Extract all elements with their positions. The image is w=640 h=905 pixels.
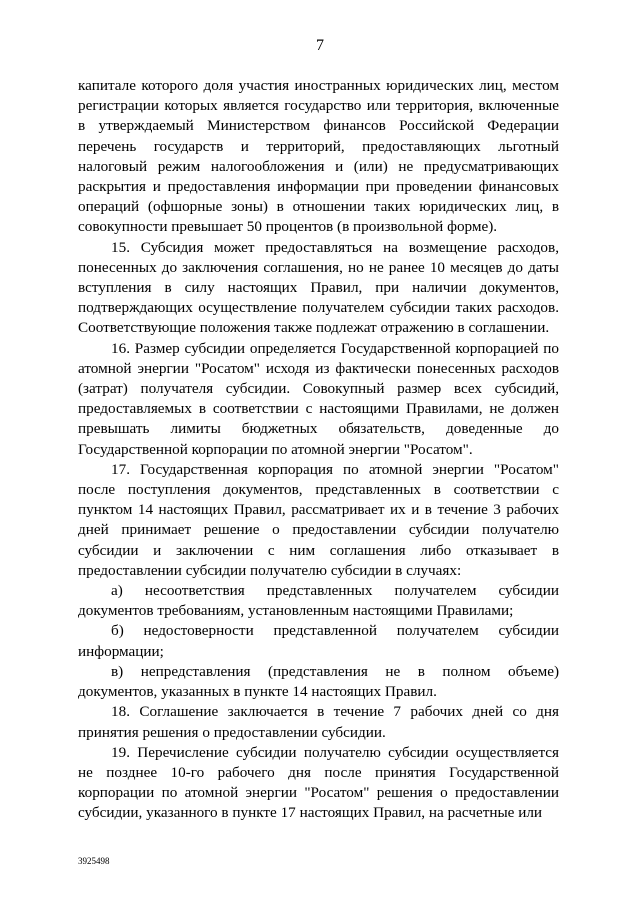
paragraph-15: 15. Субсидия может предоставляться на возмещение расходов, понесенных до заключения соглашения, но не ранее 10 месяцев до даты вступления в силу настоящих Правил, при наличии документов, подтверждающих осуществление получателем субсидии таких расходов. Соответствующие положения также подлежат отражению в соглашении. — [78, 238, 559, 337]
document-code: 3925498 — [78, 856, 110, 866]
paragraph-17-b: б) недостоверности представленной получателем субсидии информации; — [78, 622, 559, 660]
paragraph-continuation: капитале которого доля участия иностранных юридических лиц, местом регистрации которых является государство или территория, включенные в утверждаемый Министерством финансов Российской Федерации перечень государств и территорий, предоставляющих льготный налоговый режим налогообложения и (или) не предусматривающих раскрытия и предоставления информации при проведении финансовых операций (офшорные зоны) в отношении таких юридических лиц, в совокупности превышает 50 процентов (в произвольной форме). — [78, 77, 559, 236]
paragraph-19: 19. Перечисление субсидии получателю субсидии осуществляется не позднее 10-го рабочего дня после принятия Государственной корпорации по атомной энергии "Росатом" решения о предоставлении субсидии, указанного в пункте 17 настоящих Правил, на расчетные или — [78, 743, 559, 822]
paragraph-17: 17. Государственная корпорация по атомной энергии "Росатом" после поступления документов, представленных в соответствии с пунктом 14 настоящих Правил, рассматривает их и в течение 3 рабочих дней принимает решение о предоставлении субсидии получателю субсидии и заключении с ним соглашения либо отказывает в предоставлении субсидии получателю субсидии в случаях: — [78, 460, 559, 579]
document-body — [78, 76, 559, 824]
page-number: 7 — [316, 37, 324, 54]
paragraph-18: 18. Соглашение заключается в течение 7 рабочих дней со дня принятия решения о предоставлении субсидии. — [78, 703, 559, 741]
paragraph-17-a: а) несоответствия представленных получателем субсидии документов требованиям, установленным настоящими Правилами; — [78, 582, 559, 620]
paragraph-16: 16. Размер субсидии определяется Государственной корпорацией по атомной энергии "Росатом" исходя из фактически понесенных расходов (затрат) получателя субсидии. Совокупный размер всех субсидий, предоставляемых в соответствии с настоящими Правилами, не должен превышать лимиты бюджетных обязательств, доведенные до Государственной корпорации по атомной энергии "Росатом". — [78, 339, 559, 458]
paragraph-17-v: в) непредставления (представления не в полном объеме) документов, указанных в пункте 14 настоящих Правил. — [78, 662, 559, 701]
